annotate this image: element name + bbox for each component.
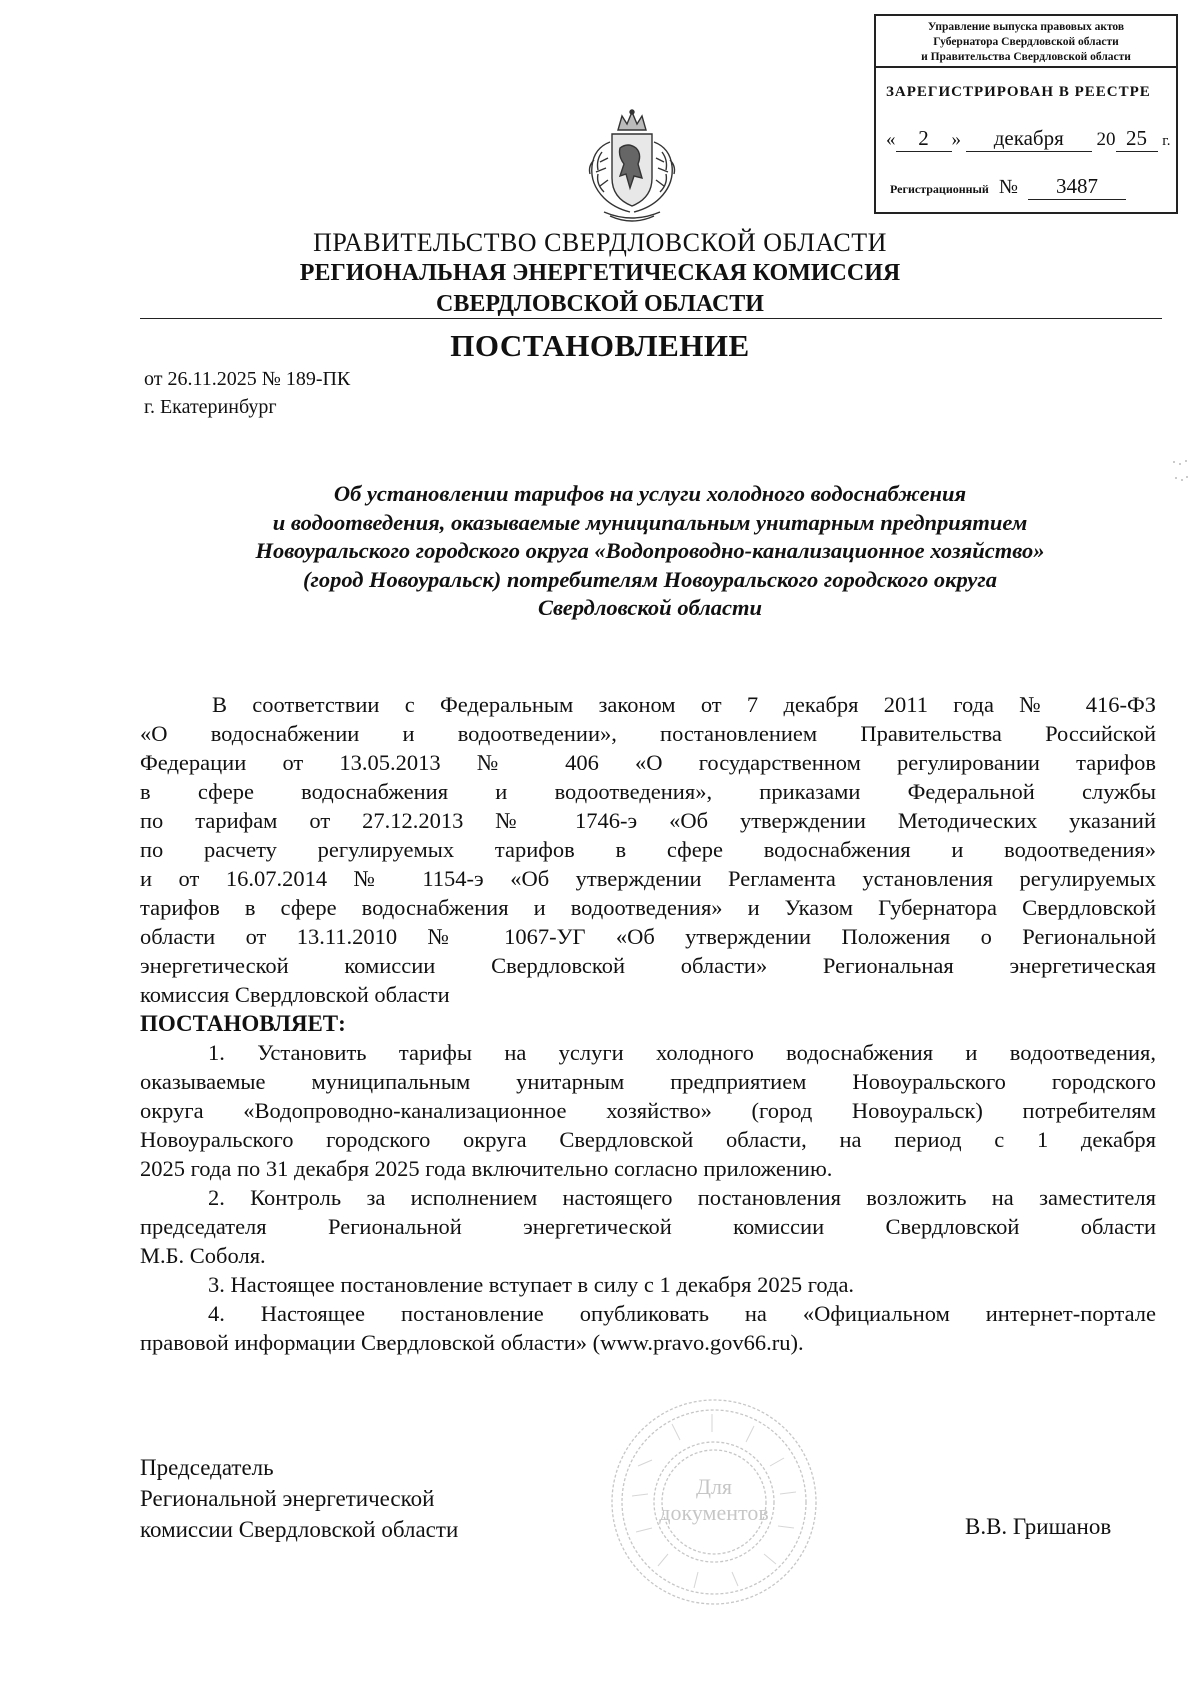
preamble-line: Федерации от 13.05.2013 № 406 «О государственном регулировании тарифов	[140, 750, 1156, 775]
seal-text: документов	[659, 1500, 769, 1525]
document-city: г. Екатеринбург	[144, 396, 277, 418]
signatory-position	[140, 1452, 458, 1545]
item-2-line: М.Б. Соболя.	[140, 1243, 266, 1268]
number-sign: №	[998, 176, 1018, 198]
registry-dept-line: Губернатора Свердловской области	[933, 36, 1119, 48]
preamble-line: комиссия Свердловской области	[140, 982, 450, 1007]
title-line: Об установлении тарифов на услуги холодного водоснабжения	[333, 481, 967, 506]
registry-month: декабря	[966, 126, 1092, 152]
title-line: и водоотведения, оказываемые муниципальным унитарным предприятием	[272, 509, 1028, 535]
quote-close: »	[951, 129, 961, 150]
document-type: ПОСТАНОВЛЕНИЕ	[450, 328, 750, 363]
preamble-line: тарифов в сфере водоснабжения и водоотведения» и Указом Губернатора Свердловской	[140, 895, 1156, 920]
item-2-line: председателя Региональной энергетической комиссии Свердловской области	[140, 1214, 1156, 1239]
item-1-line: округа «Водопроводно-канализационное хозяйство» (город Новоуральск) потребителям	[140, 1098, 1156, 1123]
registry-title: ЗАРЕГИСТРИРОВАН В РЕЕСТРЕ	[886, 84, 1151, 100]
seal-stamp-icon	[608, 1396, 820, 1608]
resolves-heading: ПОСТАНОВЛЯЕТ:	[140, 1011, 346, 1036]
position-line: Региональной энергетической	[140, 1486, 435, 1511]
preamble-line: В соответствии с Федеральным законом от 7 декабря 2011 года № 416-ФЗ	[212, 692, 1156, 717]
item-1-line: Новоуральского городского округа Свердловской области, на период с 1 декабря	[140, 1127, 1156, 1152]
scan-specks	[1170, 458, 1190, 498]
registry-number: 3487	[1028, 174, 1126, 200]
document-date-number: от 26.11.2025 № 189-ПК	[144, 368, 351, 390]
registry-day: 2	[896, 126, 952, 152]
preamble-line: и от 16.07.2014 № 1154-э «Об утверждении Регламента установления регулируемых	[140, 866, 1156, 891]
preamble-line: в сфере водоснабжения и водоотведения», приказами Федеральной службы	[140, 779, 1156, 804]
preamble-line: области от 13.11.2010 № 1067-УГ «Об утверждении Положения о Региональной	[140, 924, 1156, 949]
registry-dept-line: и Правительства Свердловской области	[921, 51, 1131, 63]
document-title	[140, 480, 1160, 623]
title-line: (город Новоуральск) потребителям Новоуральского городского округа	[303, 566, 997, 592]
preamble-line: «О водоснабжении и водоотведении», постановлением Правительства Российской	[140, 721, 1156, 746]
registry-number-row	[890, 174, 1126, 200]
item-4-line: правовой информации Свердловской области» (www.pravo.gov66.ru).	[140, 1330, 804, 1355]
item-4-line: 4. Настоящее постановление опубликовать на «Официальном интернет-портале	[208, 1301, 1156, 1326]
registry-department	[876, 16, 1176, 68]
preamble-line: по тарифам от 27.12.2013 № 1746-э «Об утверждении Методических указаний	[140, 808, 1156, 833]
item-3-line: 3. Настоящее постановление вступает в силу с 1 декабря 2025 года.	[208, 1272, 855, 1297]
item-1-line: 1. Установить тарифы на услуги холодного водоснабжения и водоотведения,	[208, 1040, 1156, 1065]
item-1-line: оказываемые муниципальным унитарным предприятием Новоуральского городского	[140, 1069, 1156, 1094]
registry-year-suffix: 25	[1116, 126, 1158, 152]
position-line: комиссии Свердловской области	[140, 1517, 459, 1542]
preamble-line: по расчету регулируемых тарифов в сфере водоснабжения и водоотведения»	[140, 837, 1156, 862]
registry-number-label: Регистрационный	[890, 182, 989, 196]
registry-date	[886, 126, 1170, 152]
seal-text: Для	[695, 1474, 733, 1499]
coat-of-arms-icon	[580, 108, 684, 224]
item-1-line: 2025 года по 31 декабря 2025 года включительно согласно приложению.	[140, 1156, 833, 1181]
preamble-line: энергетической комиссии Свердловской области» Региональная энергетическая	[140, 953, 1156, 978]
title-line: Свердловской области	[537, 595, 763, 620]
registry-dept-line: Управление выпуска правовых актов	[927, 21, 1125, 33]
commission-name-line2: СВЕРДЛОВСКОЙ ОБЛАСТИ	[436, 291, 764, 317]
registry-year-prefix: 20	[1096, 129, 1116, 150]
signatory-name: В.В. Гришанов	[965, 1514, 1112, 1539]
registry-stamp	[874, 14, 1178, 214]
commission-name-line1: РЕГИОНАЛЬНАЯ ЭНЕРГЕТИЧЕСКАЯ КОМИССИЯ	[299, 260, 901, 286]
document-body	[140, 690, 1156, 1357]
position-line: Председатель	[140, 1455, 274, 1480]
item-2-line: 2. Контроль за исполнением настоящего постановления возложить на заместителя	[208, 1185, 1156, 1210]
title-line: Новоуральского городского округа «Водопроводно-канализационное хозяйство»	[255, 538, 1045, 563]
registry-year-unit: г.	[1162, 133, 1171, 149]
government-name: ПРАВИТЕЛЬСТВО СВЕРДЛОВСКОЙ ОБЛАСТИ	[313, 228, 887, 257]
quote-open: «	[886, 129, 896, 150]
header-divider	[140, 318, 1162, 319]
